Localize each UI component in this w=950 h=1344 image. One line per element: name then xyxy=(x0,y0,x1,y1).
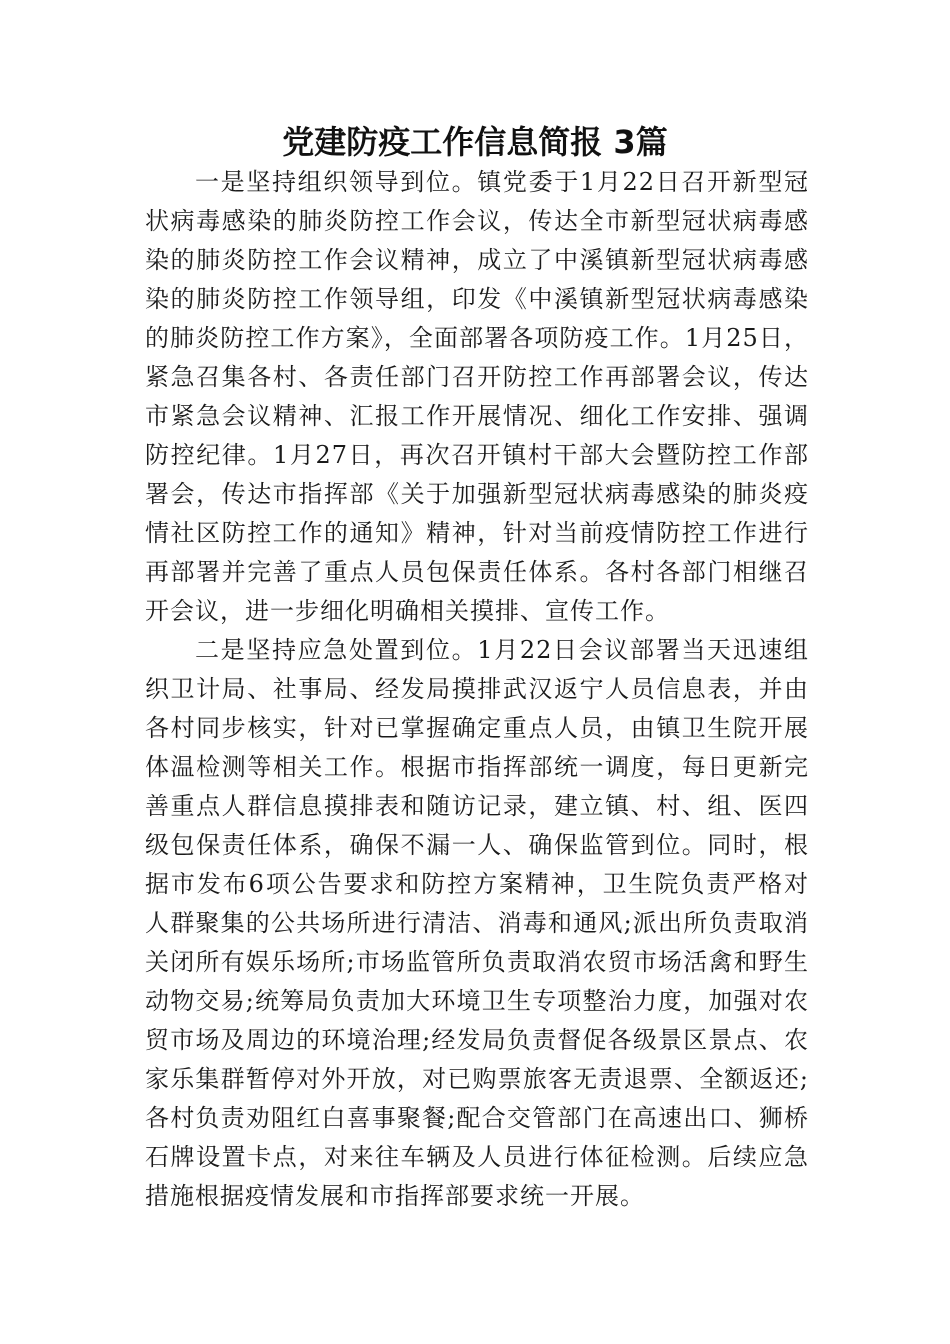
paragraph-1: 一是坚持组织领导到位。镇党委于1月22日召开新型冠状病毒感染的肺炎防控工作会议，传达全市新型冠状病毒感染的肺炎防控工作会议精神，成立了中溪镇新型冠状病毒感染的肺炎防控工作领导组，印发《中溪镇新型冠状病毒感染的肺炎防控工作方案》，全面部署各项防疫工作。1月25日，紧急召集各村、各责任部门召开防控工作再部署会议，传达市紧急会议精神、汇报工作开展情况、细化工作安排、强调防控纪律。1月27日，再次召开镇村干部大会暨防控工作部署会，传达市指挥部《关于加强新型冠状病毒感染的肺炎疫情社区防控工作的通知》精神，针对当前疫情防控工作进行再部署并完善了重点人员包保责任体系。各村各部门相继召开会议，进一步细化明确相关摸排、宣传工作。 xyxy=(145,168,809,625)
paragraph-2: 二是坚持应急处置到位。1月22日会议部署当天迅速组织卫计局、社事局、经发局摸排武汉返宁人员信息表，并由各村同步核实，针对已掌握确定重点人员，由镇卫生院开展体温检测等相关工作。根据市指挥部统一调度，每日更新完善重点人群信息摸排表和随访记录，建立镇、村、组、医四级包保责任体系，确保不漏一人、确保监管到位。同时，根据市发布6项公告要求和防控方案精神，卫生院负责严格对人群聚集的公共场所进行清洁、消毒和通风;派出所负责取消关闭所有娱乐场所;市场监管所负责取消农贸市场活禽和野生动物交易;统筹局负责加大环境卫生专项整治力度，加强对农贸市场及周边的环境治理;经发局负责督促各级景区景点、农家乐集群暂停对外开放，对已购票旅客无责退票、全额返还;各村负责劝阻红白喜事聚餐;配合交管部门在高速出口、狮桥石牌设置卡点，对来往车辆及人员进行体征检测。后续应急措施根据疫情发展和市指挥部要求统一开展。 xyxy=(145,636,809,1210)
document-title: 党建防疫工作信息简报 3篇 xyxy=(282,123,668,161)
document-body xyxy=(145,163,809,1216)
